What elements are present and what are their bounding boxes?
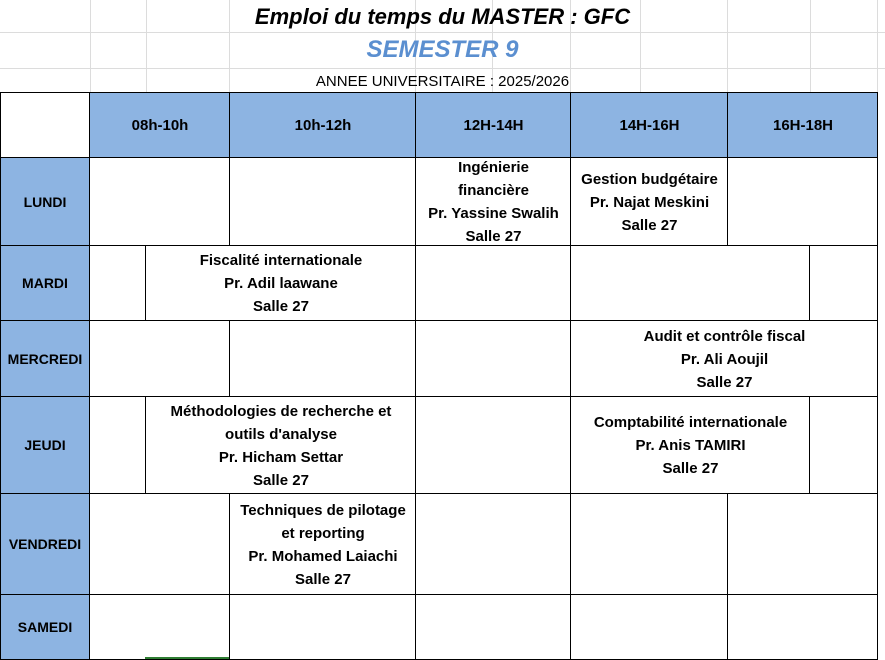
course-lundi-gestion-budgetaire: [571, 158, 728, 246]
course-professor: Pr. Anis TAMIRI: [635, 437, 746, 454]
semester-title: SEMESTER 9: [366, 36, 519, 63]
slot-header-16-18: 16H-18H: [728, 92, 878, 158]
course-jeudi-comptabilite-internationale: [571, 397, 810, 494]
course-professor: Pr. Ali Aoujil: [680, 350, 769, 368]
course-mardi-fiscalite-internationale: [146, 246, 416, 321]
course-title: Audit et contrôle fiscal: [643, 327, 806, 345]
page-title: Emploi du temps du MASTER : GFC: [254, 4, 631, 29]
slot-header-14-16: 14H-16H: [571, 92, 728, 158]
course-mercredi-audit-controle-fiscal: [571, 321, 878, 397]
course-jeudi-methodologies-recherche: [146, 397, 416, 494]
course-room: Salle 27: [465, 228, 522, 245]
course-title: et reporting: [281, 524, 365, 542]
course-title: Techniques de pilotage: [240, 501, 406, 519]
course-room: Salle 27: [696, 373, 753, 391]
day-jeudi: JEUDI: [0, 397, 90, 494]
course-title: Ingénierie: [458, 159, 529, 176]
selection-marker: [145, 657, 229, 659]
course-room: Salle 27: [253, 298, 309, 315]
course-lundi-ingenierie-financiere: [416, 158, 571, 246]
slot-header-10-12: 10h-12h: [230, 92, 416, 158]
course-room: Salle 27: [621, 216, 678, 234]
course-title: Comptabilité internationale: [593, 414, 788, 431]
course-room: Salle 27: [662, 460, 719, 477]
course-vendredi-techniques-pilotage: [230, 494, 416, 595]
day-samedi: SAMEDI: [0, 595, 90, 660]
day-lundi: LUNDI: [0, 158, 90, 246]
course-room: Salle 27: [295, 570, 351, 588]
course-title: outils d'analyse: [225, 425, 337, 443]
course-title: Méthodologies de recherche et: [170, 402, 392, 420]
day-mardi: MARDI: [0, 246, 90, 321]
course-title: financière: [458, 182, 529, 199]
course-professor: Pr. Najat Meskini: [589, 193, 710, 211]
course-professor: Pr. Hicham Settar: [218, 448, 344, 466]
course-title: Fiscalité internationale: [199, 252, 363, 269]
course-professor: Pr. Yassine Swalih: [428, 205, 559, 222]
course-room: Salle 27: [253, 471, 309, 489]
slot-header-08-10: 08h-10h: [90, 92, 230, 158]
course-professor: Pr. Adil laawane: [224, 275, 338, 292]
course-title: Gestion budgétaire: [581, 170, 718, 188]
academic-year: ANNEE UNIVERSITAIRE : 2025/2026: [315, 73, 570, 90]
day-vendredi: VENDREDI: [0, 494, 90, 595]
day-mercredi: MERCREDI: [0, 321, 90, 397]
slot-header-12-14: 12H-14H: [416, 92, 571, 158]
course-professor: Pr. Mohamed Laiachi: [248, 547, 398, 565]
